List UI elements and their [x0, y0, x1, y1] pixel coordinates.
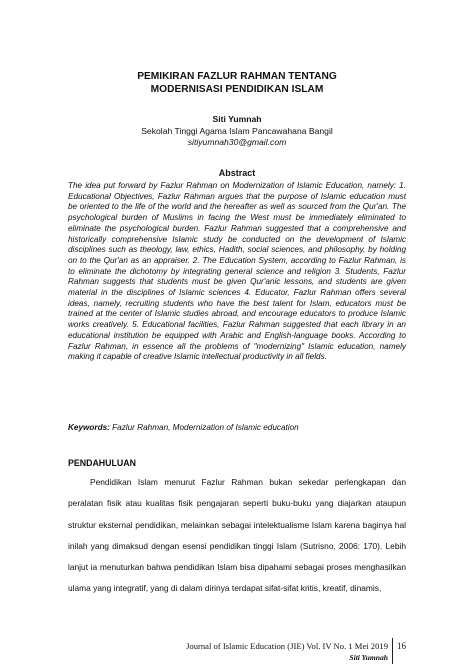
- section-heading: PENDAHULUAN: [68, 458, 136, 468]
- author-email: sitiyumnah30@gmail.com: [187, 137, 287, 147]
- author-name: Siti Yumnah: [212, 114, 262, 124]
- title-line-2: MODERNISASI PENDIDIKAN ISLAM: [150, 84, 324, 95]
- keywords-text: Fazlur Rahman, Modernization of Islamic education: [112, 423, 299, 432]
- author-block: [60, 114, 414, 149]
- abstract-heading: Abstract: [218, 168, 256, 178]
- keywords-label: Keywords: [68, 423, 108, 432]
- footer-author: Siti Yumnah: [349, 653, 388, 662]
- author-affiliation: Sekolah Tinggi Agama Islam Pancawahana Bangil: [141, 125, 333, 136]
- abstract-text: The idea put forward by Fazlur Rahman on Modernization of Islamic Education, namely: 1. Educational Objectives, Fazlur Rahman argues that the purpose of Islamic education must be oriented to the life of the world and the hereafter as well as sourced from the Qur'an. The psychological burden of Muslims in facing the West must be immediately eliminated to eliminate the psychological burden. Fazlur Rahman suggested that a comprehensive and historically comprehensive Islamic study be conducted on the development of Islamic disciplines such as theology, law, ethics, Hadith, social sciences, and philosophy, by holding on to the Qur'an as an appraiser. 2. The Education System, according to Fazlur Rahman, is to eliminate the dichotomy by integrating general science and religion 3. Students, Fazlur Rahman suggests that students must be given Qur'anic lessons, and students are given material in the disciplines of Islamic sciences 4. Educator, Fazlur Rahman offers several ideas, namely, recruiting students who have the best talent for Islam, educators must be trained at the center of Islamic studies abroad, and encourage educators to produce Islamic works creatively. 5. Educational facilities, Fazlur Rahman suggested that each library in an educational institution be equipped with Arabic and English-language books. According to Fazlur Rahman, in essence all the problems of "modernizing" Islamic education, namely making it capable of creative Islamic intellectual productivity in all fields.: [68, 181, 406, 362]
- footer-journal: Journal of Islamic Education (JIE) Vol. IV No. 1 Mei 2019: [186, 641, 388, 651]
- keywords-line: Keywords: Fazlur Rahman, Modernization of Islamic education: [68, 423, 299, 432]
- body-paragraph: Pendidikan Islam menurut Fazlur Rahman bukan sekedar perlengkapan dan peralatan fisik atau kualitas fisik pengajaran seperti buku-buku yang diajarkan ataupun struktur eksternal pendidikan, melainkan sebagai intelektualisme Islam karena baginya hal inilah yang dimaksud dengan esensi pendidikan tinggi Islam (Sutrisno, 2006: 170). Lebih lanjut ia menuturkan bahwa pendidikan Islam bisa dipahami sebagai proses menghasilkan ulama yang integratif, yang di dalam dirinya terdapat sifat-sifat kritis, kreatif, dinamis,: [68, 477, 406, 594]
- title-line-1: PEMIKIRAN FAZLUR RAHMAN TENTANG: [137, 71, 337, 82]
- paper-title: [60, 70, 414, 96]
- page-number: 16: [397, 641, 406, 651]
- footer-divider: [392, 638, 393, 664]
